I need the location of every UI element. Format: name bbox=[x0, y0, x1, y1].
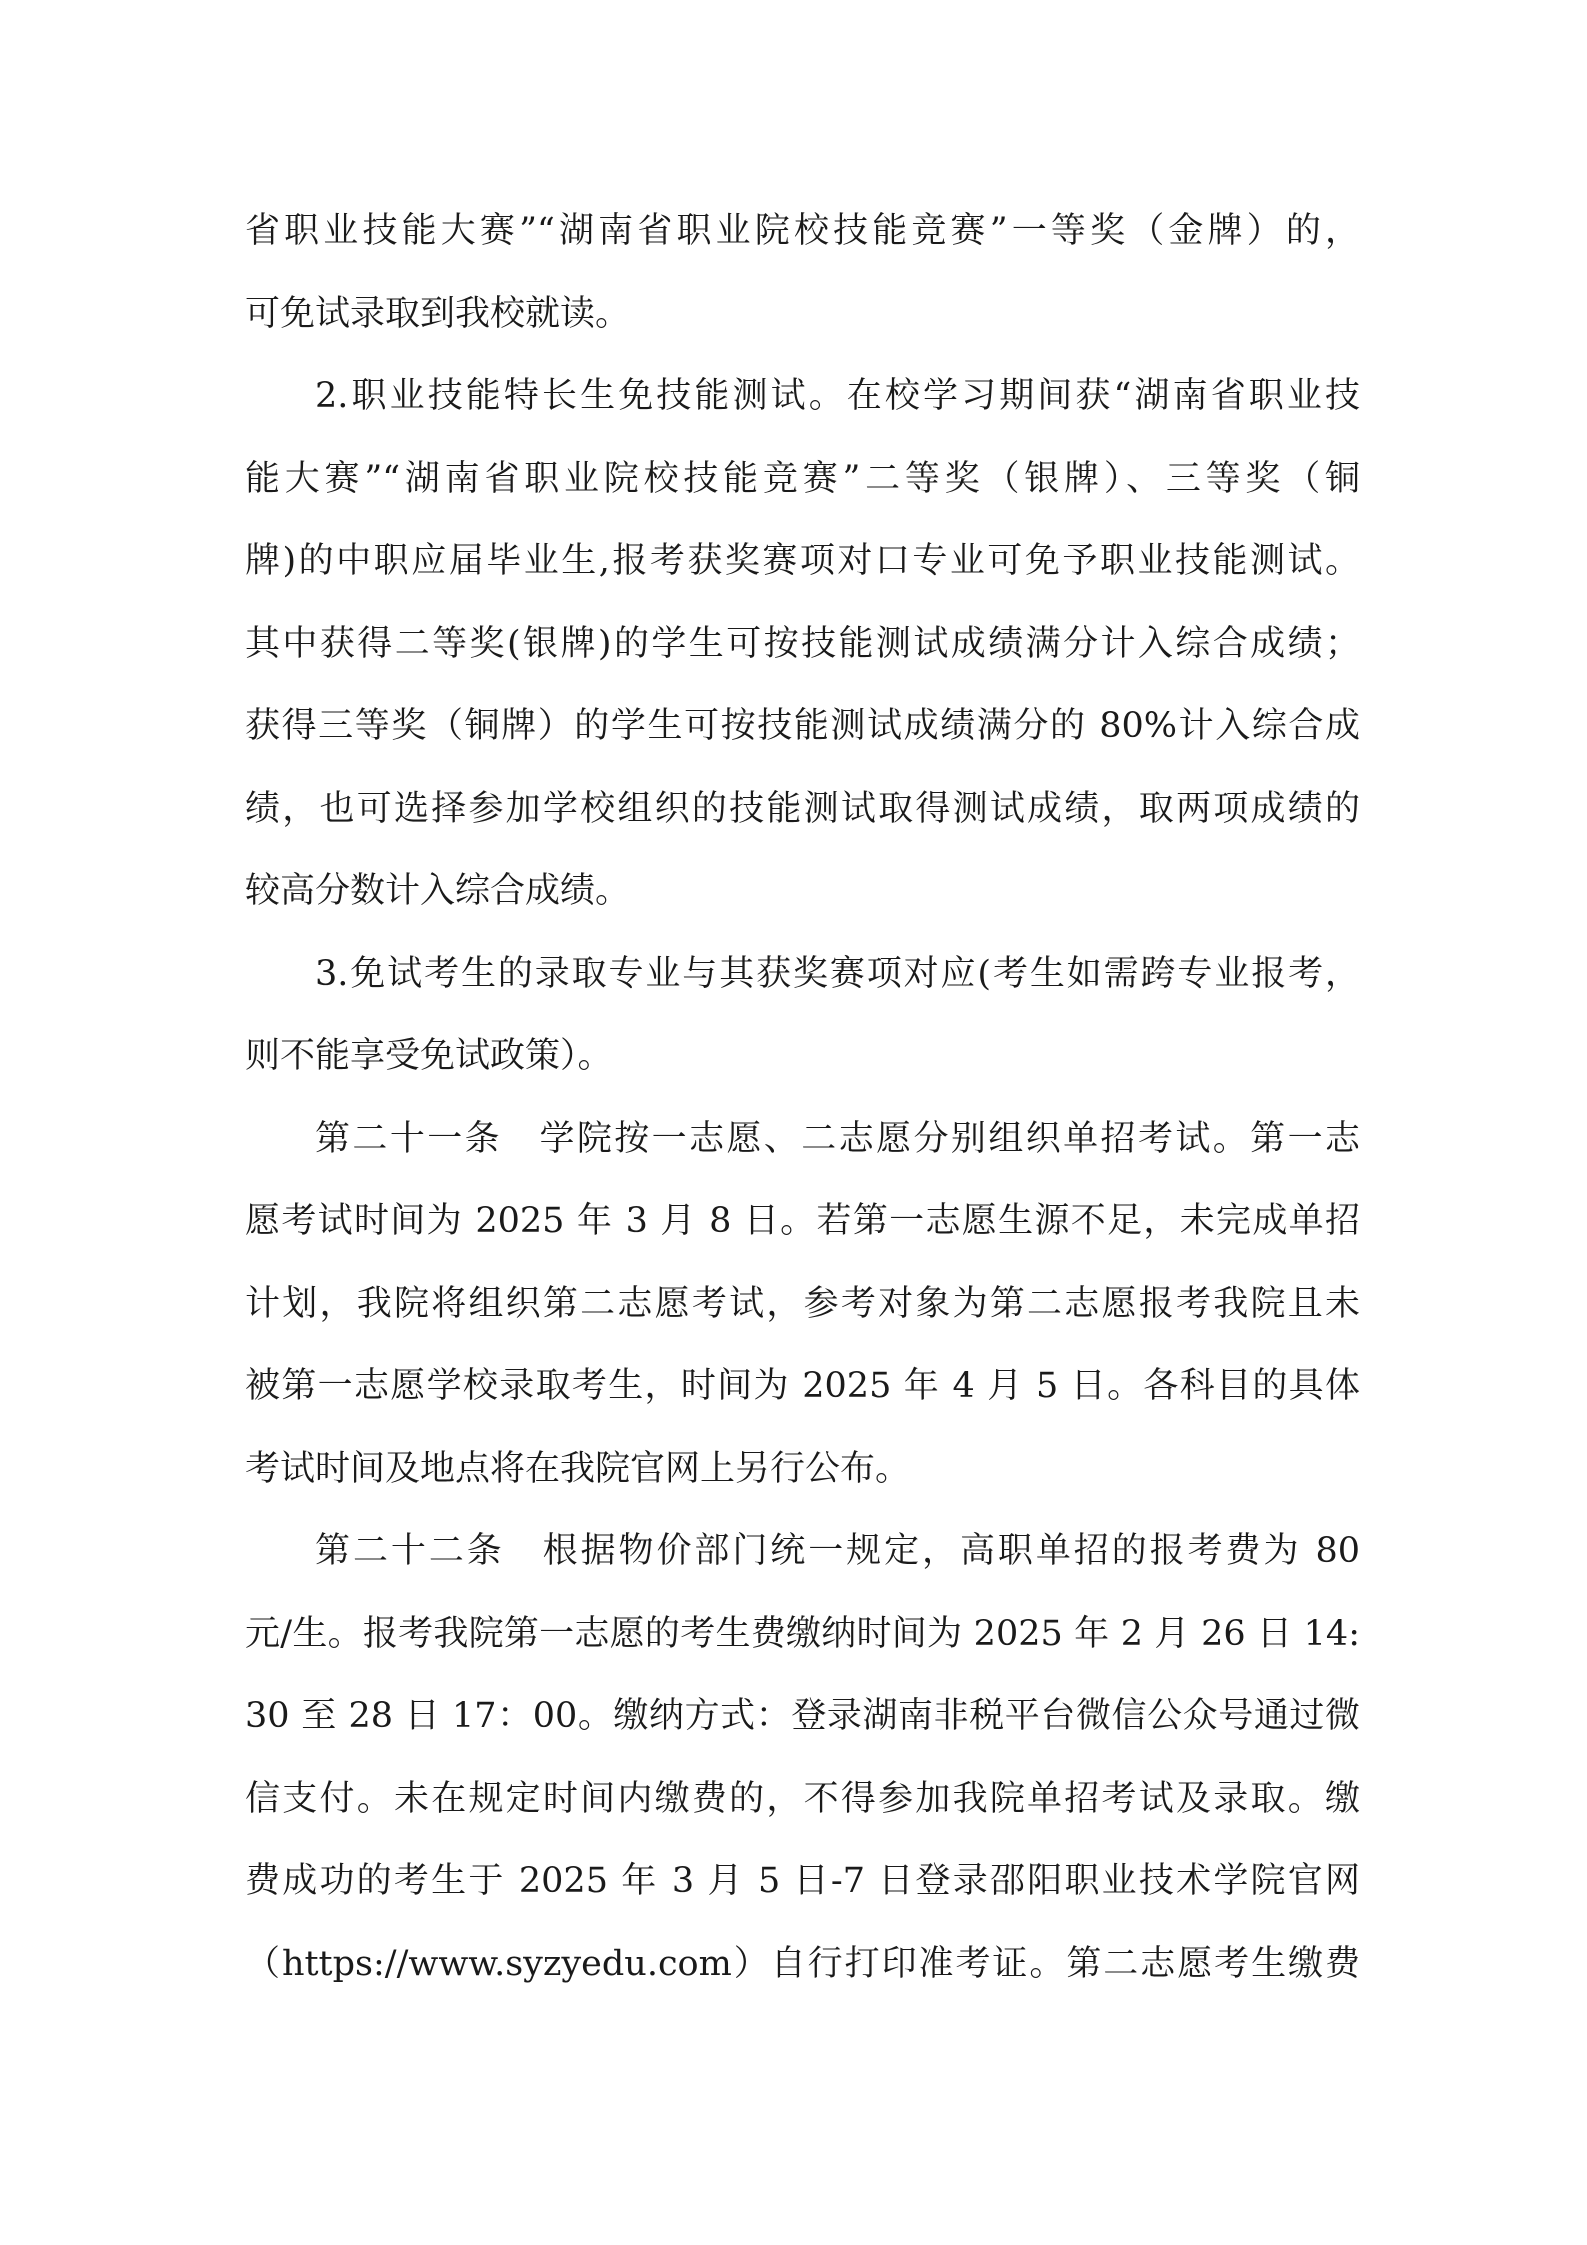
text-line: 较高分数计入综合成绩。 bbox=[245, 871, 631, 911]
text-line: 可免试录取到我校就读。 bbox=[245, 293, 631, 334]
text-line: 2.职业技能特长生免技能测试。在校学习期间获“湖南省职业技 bbox=[315, 376, 1360, 416]
text-line: 3.免试考生的录取专业与其获奖赛项对应(考生如需跨专业报考， bbox=[315, 953, 1360, 994]
text-line: 牌)的中职应届毕业生,报考获奖赛项对口专业可免予职业技能测试。 bbox=[245, 541, 1360, 581]
text-line: 计划，我院将组织第二志愿考试，参考对象为第二志愿报考我院且未 bbox=[245, 1283, 1360, 1324]
text-line: 被第一志愿学校录取考生，时间为 2025 年 4 月 5 日。各科目的具体 bbox=[245, 1366, 1360, 1406]
text-line: 元/生。报考我院第一志愿的考生费缴纳时间为 2025 年 2 月 26 日 14: bbox=[245, 1613, 1360, 1654]
text-line: 则不能享受免试政策）。 bbox=[245, 1036, 613, 1076]
text-line: 省职业技能大赛”“湖南省职业院校技能竞赛”一等奖（金牌）的， bbox=[245, 211, 1360, 251]
text-line: 费成功的考生于 2025 年 3 月 5 日-7 日登录邵阳职业技术学院官网 bbox=[245, 1861, 1360, 1901]
text-line: （https://www.syzyedu.com）自行打印准考证。第二志愿考生缴费 bbox=[245, 1943, 1360, 1984]
text-line: 30 至 28 日 17：00。缴纳方式：登录湖南非税平台微信公众号通过微 bbox=[245, 1696, 1360, 1736]
text-line: 愿考试时间为 2025 年 3 月 8 日。若第一志愿生源不足，未完成单招 bbox=[245, 1201, 1360, 1241]
text-line: 信支付。未在规定时间内缴费的，不得参加我院单招考试及录取。缴 bbox=[245, 1778, 1360, 1819]
text-line: 获得三等奖（铜牌）的学生可按技能测试成绩满分的 80%计入综合成 bbox=[245, 706, 1360, 746]
text-line: 考试时间及地点将在我院官网上另行公布。 bbox=[245, 1448, 911, 1489]
text-line: 绩，也可选择参加学校组织的技能测试取得测试成绩，取两项成绩的 bbox=[245, 788, 1360, 829]
text-line: 第二十一条 学院按一志愿、二志愿分别组织单招考试。第一志 bbox=[315, 1118, 1360, 1159]
text-line: 其中获得二等奖(银牌)的学生可按技能测试成绩满分计入综合成绩； bbox=[245, 623, 1360, 664]
document-body bbox=[245, 190, 1360, 2005]
text-line: 第二十二条 根据物价部门统一规定，高职单招的报考费为 80 bbox=[315, 1531, 1360, 1571]
text-line: 能大赛”“湖南省职业院校技能竞赛”二等奖（银牌）、三等奖（铜 bbox=[245, 458, 1360, 499]
